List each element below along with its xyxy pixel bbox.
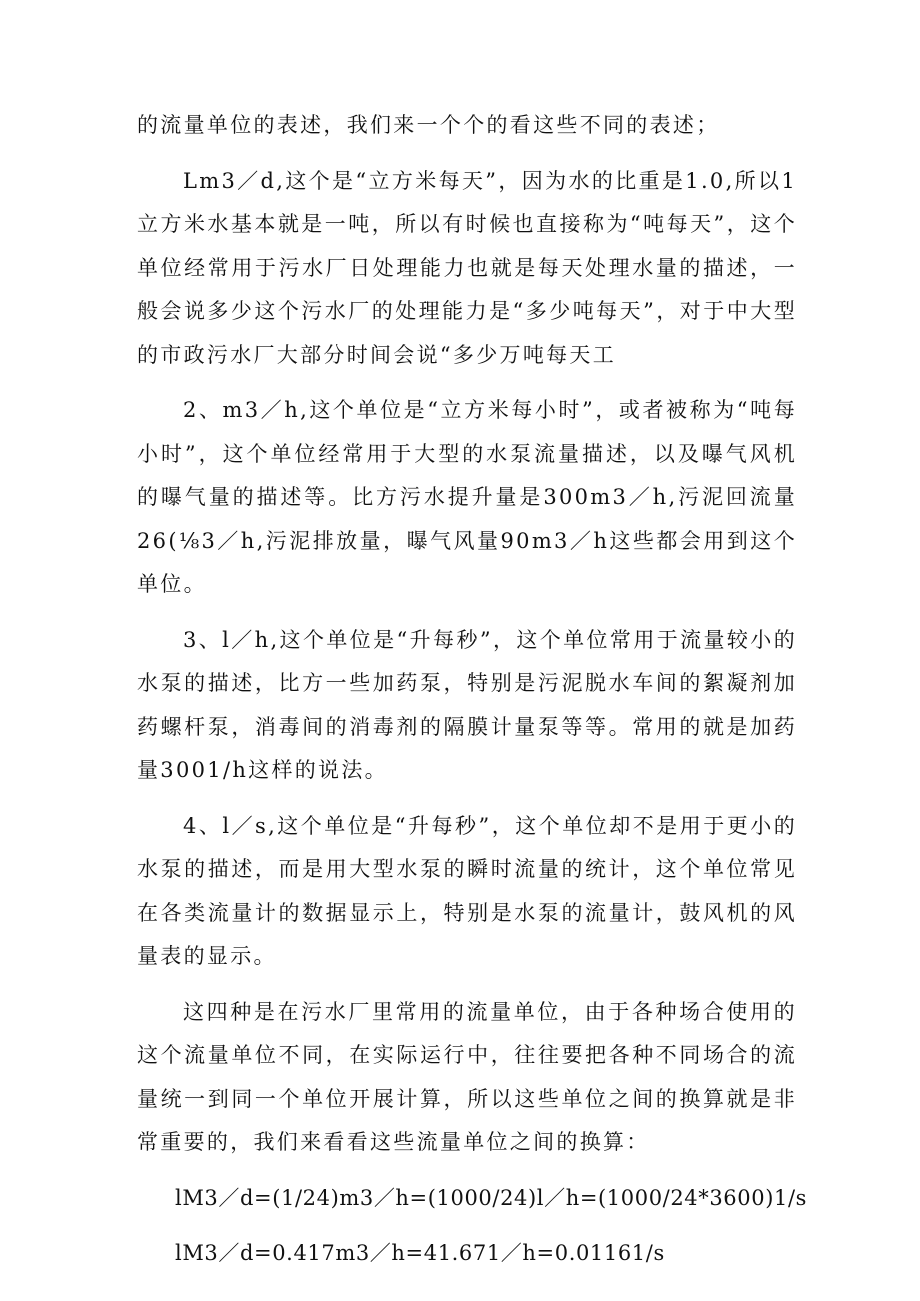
paragraph-intro: 的流量单位的表述，我们来一个个的看这些不同的表述； bbox=[137, 113, 720, 137]
conversion-formula-fraction: lM3／d=(1/24)m3／h=(1000/24)l／h=(1000/24*3600)1/s bbox=[175, 1185, 808, 1210]
document-body bbox=[137, 104, 808, 1288]
paragraph-unit-m3-per-hour: 2、m3／h,这个单位是“立方米每小时”，或者被称为“吨每小时”，这个单位经常用于大型的水泵流量描述，以及曝气风机的曝气量的描述等。比方污水提升量是300m3／h,污泥回流量26(⅛3／h,污泥排放量，曝气风量90m3／h这些都会用到这个单位。 bbox=[137, 398, 797, 596]
conversion-formula-decimal: lM3／d=0.417m3／h=41.671／h=0.01161/s bbox=[175, 1241, 665, 1265]
paragraph-unit-l-per-hour: 3、l／h,这个单位是“升每秒”，这个单位常用于流量较小的水泵的描述，比方一些加药泵，特别是污泥脱水车间的絮凝剂加药螺杆泵，消毒间的消毒剂的隔膜计量泵等等。常用的就是加药量3001/h这样的说法。 bbox=[137, 627, 797, 782]
paragraph-unit-l-per-second: 4、l／s,这个单位是“升每秒”，这个单位却不是用于更小的水泵的描述，而是用大型水泵的瞬时流量的统计，这个单位常见在各类流量计的数据显示上，特别是水泵的流量计，鼓风机的风量表的显示。 bbox=[137, 813, 797, 968]
paragraph-unit-m3-per-day: Lm3／d,这个是“立方米每天”，因为水的比重是1.0,所以1立方米水基本就是一吨，所以有时候也直接称为“吨每天”，这个单位经常用于污水厂日处理能力也就是每天处理水量的描述，一般会说多少这个污水厂的处理能力是“多少吨每天”，对于中大型的市政污水厂大部分时间会说“多少万吨每天工 bbox=[137, 168, 797, 367]
paragraph-conversion-intro: 这四种是在污水厂里常用的流量单位，由于各种场合使用的这个流量单位不同，在实际运行中，往往要把各种不同场合的流量统一到同一个单位开展计算，所以这些单位之间的换算就是非常重要的，我们来看看这些流量单位之间的换算： bbox=[137, 999, 797, 1154]
